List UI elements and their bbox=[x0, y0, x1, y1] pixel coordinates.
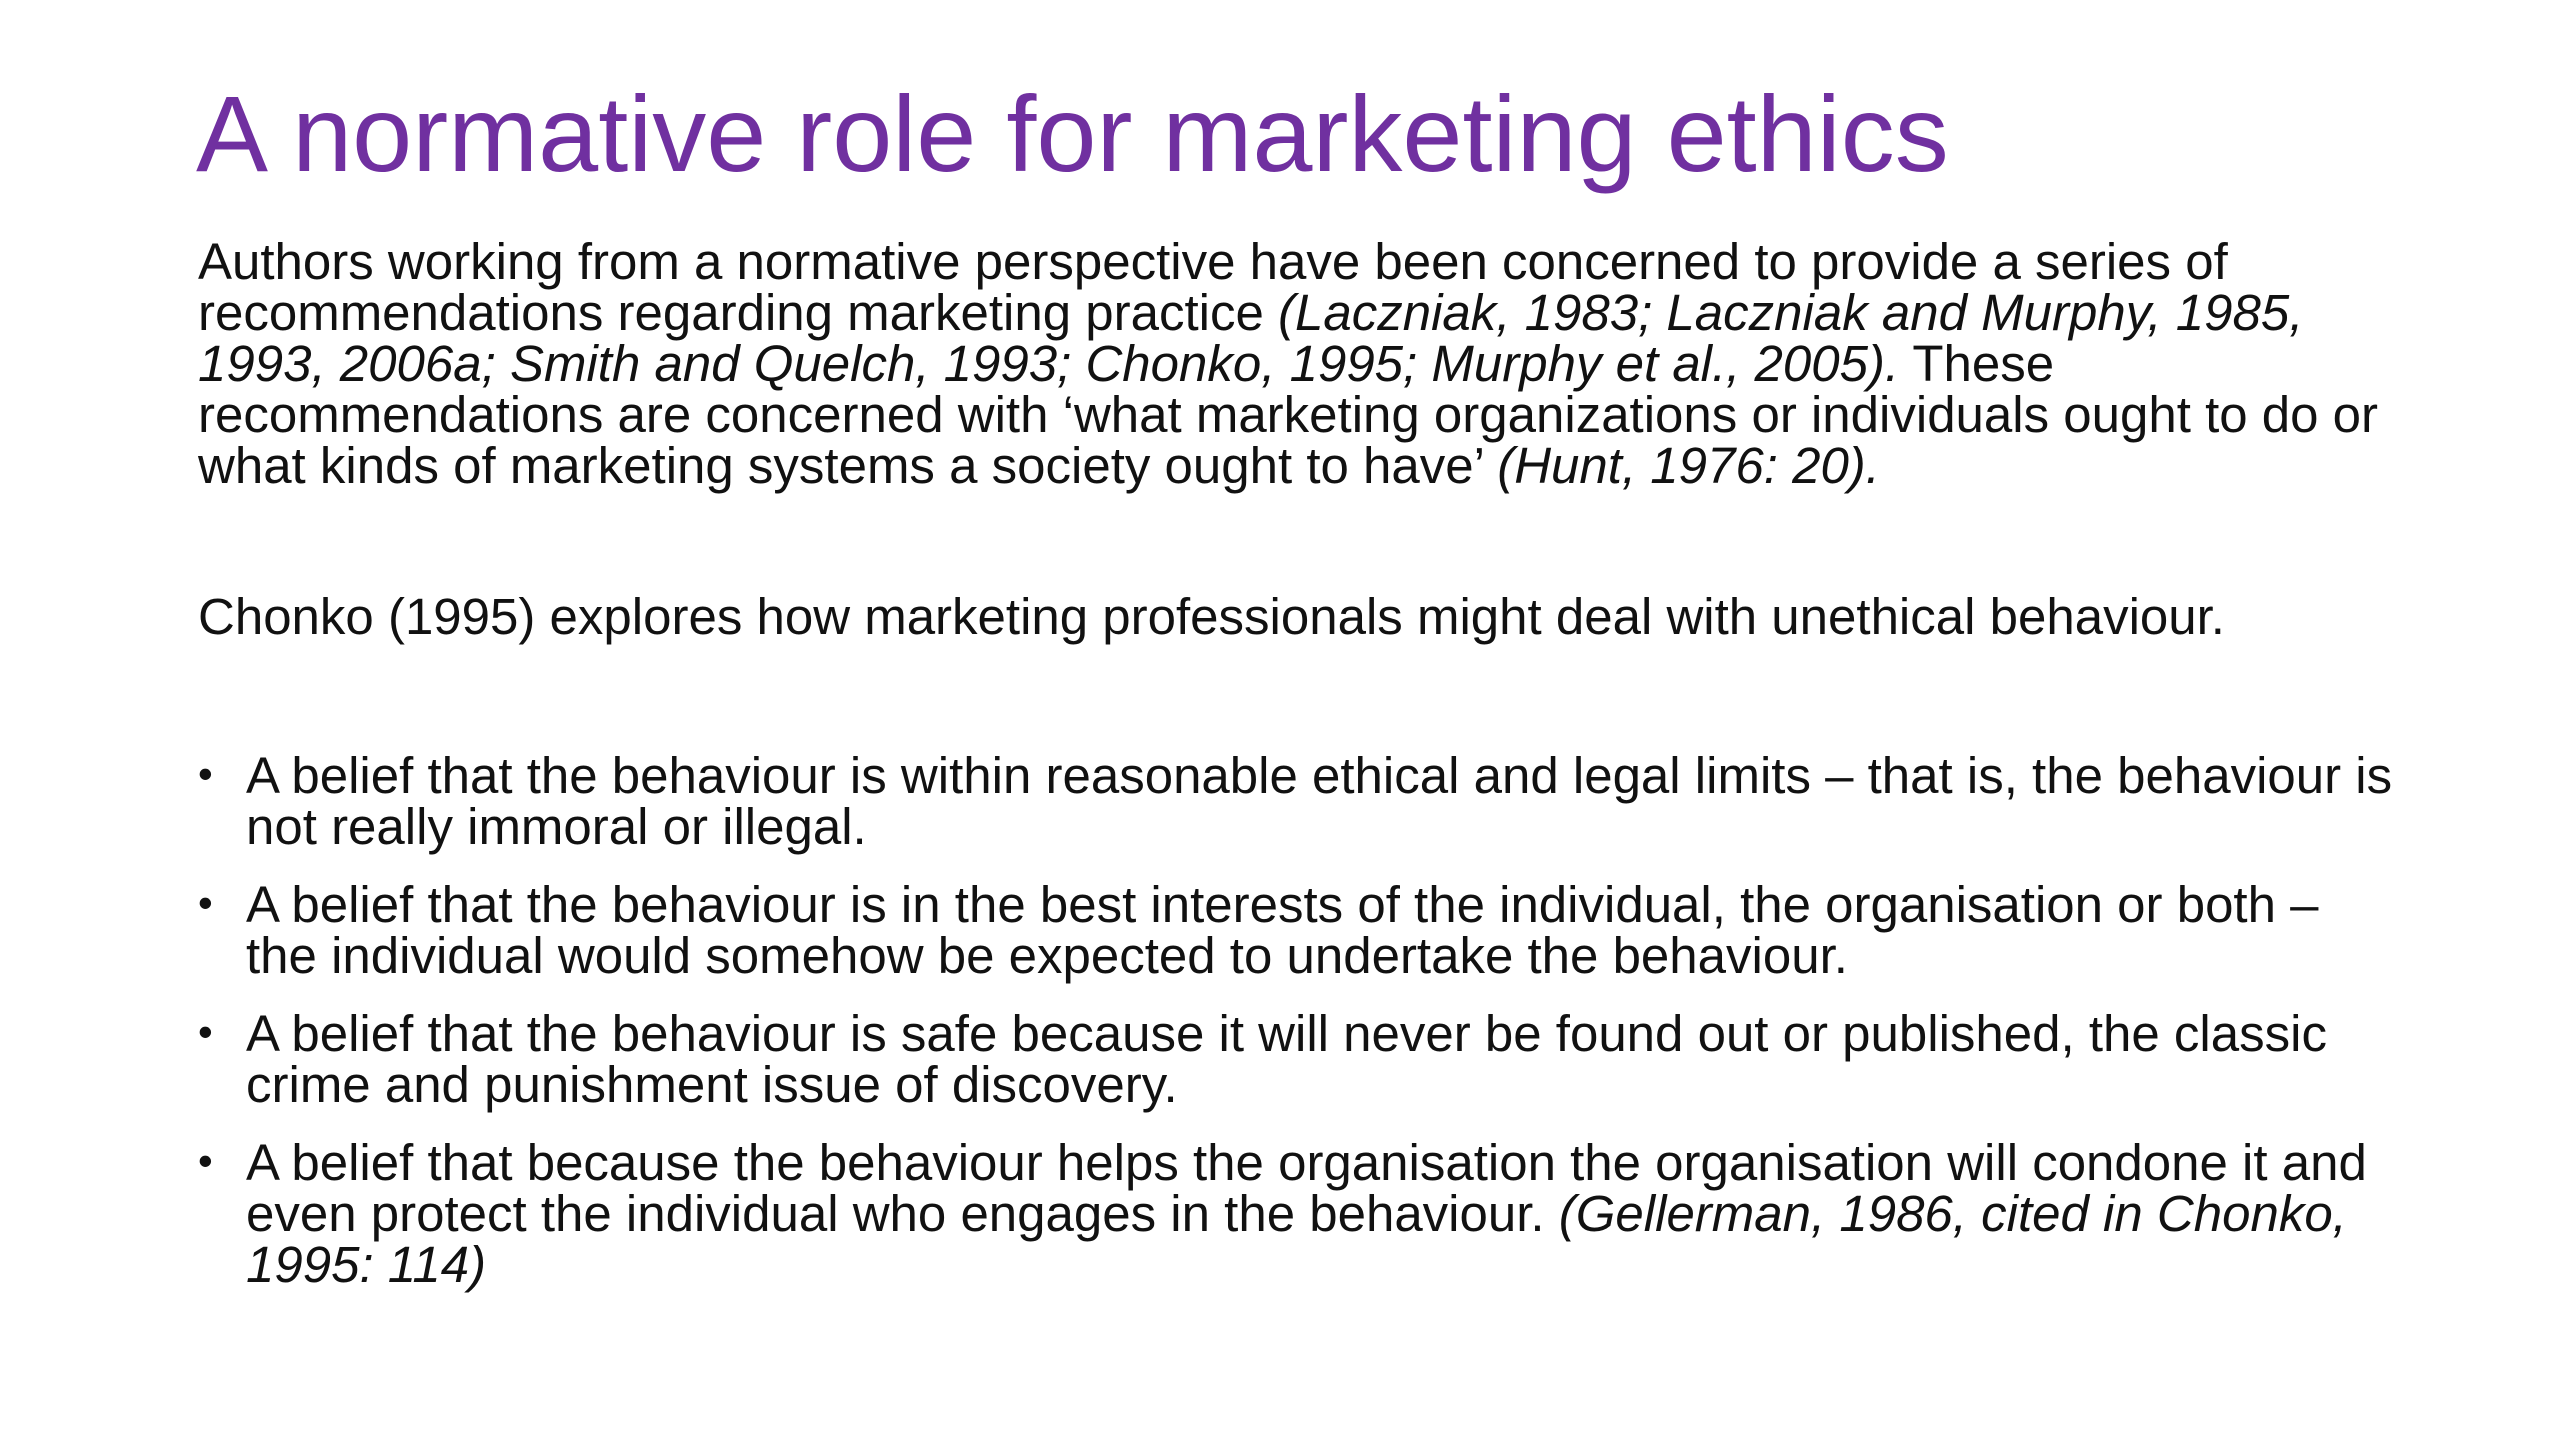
citation: (Hunt, 1976: 20). bbox=[1497, 437, 1880, 494]
list-item bbox=[198, 747, 2398, 855]
paragraph-normative-perspective bbox=[198, 233, 2398, 494]
list-item bbox=[198, 876, 2398, 984]
paragraph-chonko: Chonko (1995) explores how marketing professionals might deal with unethical behaviour. bbox=[198, 588, 2225, 645]
citation: (Laczniak, 1983; Laczniak and Murphy, 1985, 1993, 2006a; Smith and Quelch, 1993; Chonko, 1995; Murphy et al., 2005). bbox=[198, 284, 2304, 392]
list-item bbox=[198, 1134, 2398, 1293]
paragraph-text: Authors working from a normative perspective have been concerned to provide a series of recommendations regarding marketing practice bbox=[198, 233, 2228, 341]
bullet-text: A belief that the behaviour is within reasonable ethical and legal limits – that is, the behaviour is not really immoral or illegal. bbox=[246, 747, 2393, 855]
slide-body bbox=[198, 233, 2398, 1317]
bullet-text: A belief that because the behaviour helps the organisation the organisation will condone it and even protect the individual who engages in the behaviour. bbox=[246, 1134, 2367, 1242]
bullet-list bbox=[198, 747, 2398, 1293]
bullet-text: A belief that the behaviour is safe because it will never be found out or published, the classic crime and punishment issue of discovery. bbox=[246, 1005, 2327, 1113]
bullet-icon: • bbox=[198, 879, 213, 926]
paragraph-text: These recommendations are concerned with ‘what marketing organizations or individuals ought to do or what kinds of marketing systems a society ought to have’ bbox=[198, 335, 2379, 494]
list-item bbox=[198, 1005, 2398, 1113]
bullet-icon: • bbox=[198, 1137, 213, 1184]
bullet-text: A belief that the behaviour is in the best interests of the individual, the organisation or both – the individual would somehow be expected to undertake the behaviour. bbox=[246, 876, 2319, 984]
citation: (Gellerman, 1986, cited in Chonko, 1995: 114) bbox=[246, 1185, 2347, 1293]
bullet-icon: • bbox=[198, 1008, 213, 1055]
bullet-icon: • bbox=[198, 750, 213, 797]
slide-title: A normative role for marketing ethics bbox=[196, 73, 1949, 194]
